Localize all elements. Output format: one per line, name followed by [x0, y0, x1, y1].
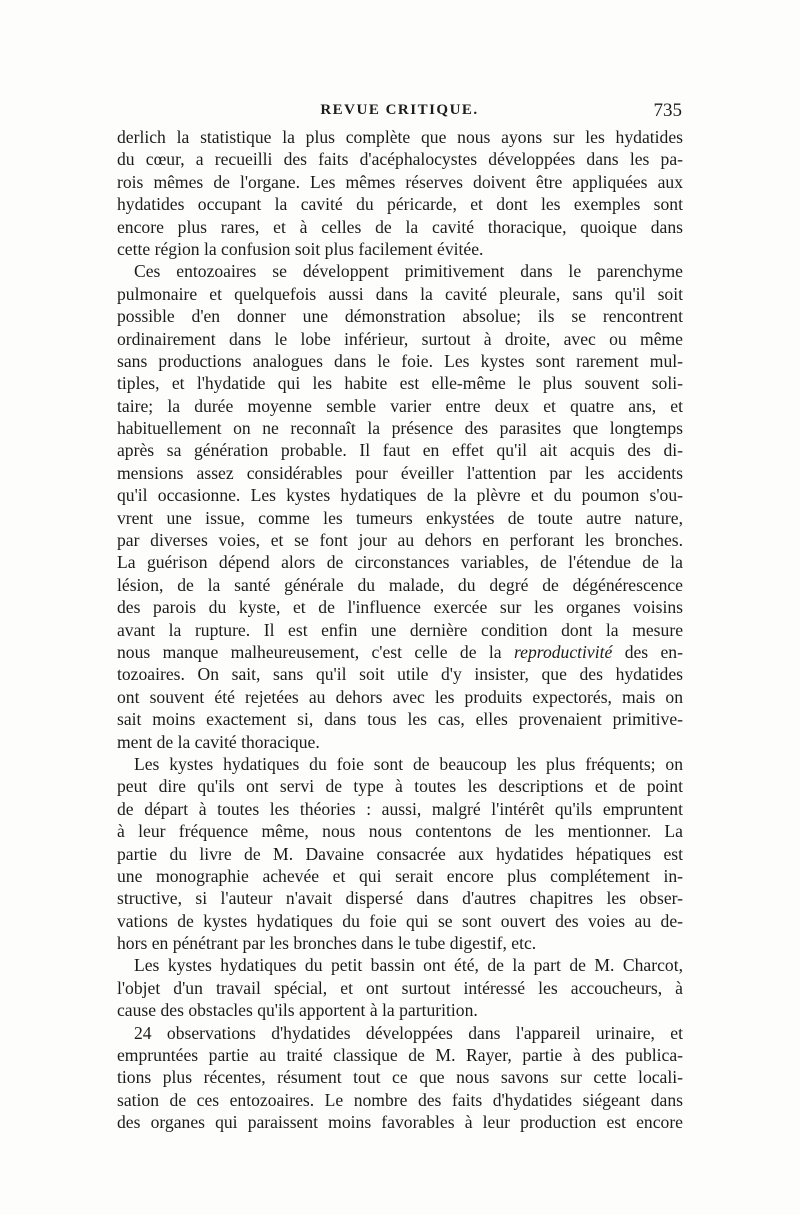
- text-line: [117, 238, 683, 260]
- text-line: [117, 798, 683, 820]
- text-line: [117, 551, 683, 573]
- text-line: [117, 350, 683, 372]
- text-line: [117, 395, 683, 417]
- text-line: [117, 932, 683, 954]
- line-text: taire; la durée moyenne semble varier entre deux et quatre ans, et: [117, 395, 683, 416]
- line-text: Ces entozoaires se développent primitivement dans le parenchyme: [134, 261, 683, 282]
- text-line: [117, 1111, 683, 1133]
- line-text: empruntées partie au traité classique de M. Rayer, partie à des publica-: [117, 1045, 683, 1066]
- line-text: cette région la confusion soit plus facilement évitée.: [117, 238, 484, 259]
- text-line: [117, 260, 683, 282]
- text-line: [117, 865, 683, 887]
- line-text: des parois du kyste, et de l'influence exercée sur les organes voisins: [117, 597, 683, 618]
- line-text: après sa génération probable. Il faut en effet qu'il ait acquis des di-: [117, 440, 683, 461]
- text-line: [117, 372, 683, 394]
- line-text: du cœur, a recueilli des faits d'acéphalocystes développées dans les pa-: [117, 149, 683, 170]
- text-line: [117, 171, 683, 193]
- line-text: de départ à toutes les théories : aussi, malgré l'intérêt qu'ils empruntent: [117, 798, 683, 819]
- text-line: [117, 596, 683, 618]
- line-text: possible d'en donner une démonstration absolue; ils se rencontrent: [117, 306, 683, 327]
- text-line: [117, 283, 683, 305]
- text-line: [117, 507, 683, 529]
- line-text: lésion, de la santé générale du malade, du degré de dégénérescence: [117, 574, 683, 595]
- line-text: ordinairement dans le lobe inférieur, surtout à droite, avec ou même: [117, 328, 683, 349]
- text-line: [117, 910, 683, 932]
- text-line: [117, 1022, 683, 1044]
- text-line: [117, 126, 683, 148]
- body-text: [117, 126, 683, 1134]
- line-text: structive, si l'auteur n'avait dispersé dans d'autres chapitres les obser-: [117, 888, 683, 909]
- italic-word: reproductivité: [513, 641, 613, 662]
- line-text: Les kystes hydatiques du petit bassin ont été, de la part de M. Charcot,: [134, 955, 683, 976]
- text-line: [117, 1066, 683, 1088]
- line-text: mensions assez considérables pour éveiller l'attention par les accidents: [117, 462, 683, 483]
- text-line: [117, 328, 683, 350]
- text-line: [117, 216, 683, 238]
- text-line: [117, 820, 683, 842]
- line-text: peut dire qu'ils ont servi de type à toutes les descriptions et de point: [117, 776, 683, 797]
- line-text: avant la rupture. Il est enfin une dernière condition dont la mesure: [117, 619, 683, 640]
- text-line: [117, 686, 683, 708]
- text-line: [117, 887, 683, 909]
- line-text: hydatides occupant la cavité du péricarde, et dont les exemples sont: [117, 194, 683, 215]
- page-number: 735: [653, 100, 682, 121]
- text-line: [117, 843, 683, 865]
- line-text: 24 observations d'hydatides développées dans l'appareil urinaire, et: [134, 1022, 683, 1043]
- text-line: [117, 529, 683, 551]
- line-text: vrent une issue, comme les tumeurs enkystées de toute autre nature,: [117, 507, 683, 528]
- line-text: vations de kystes hydatiques du foie qui se sont ouvert des voies au de-: [117, 910, 683, 931]
- text-line: [117, 148, 683, 170]
- text-line: [117, 977, 683, 999]
- text-line: [117, 954, 683, 976]
- text-line: [117, 417, 683, 439]
- line-text: une monographie achevée et qui serait encore plus complétement in-: [117, 865, 683, 886]
- line-text: à leur fréquence même, nous nous contentons de les mentionner. La: [117, 821, 683, 842]
- text-line: [117, 439, 683, 461]
- text-line: [117, 574, 683, 596]
- line-text: nous manque malheureusement, c'est celle de la: [117, 641, 502, 662]
- line-text: pulmonaire et quelquefois aussi dans la cavité pleurale, sans qu'il soit: [117, 283, 683, 304]
- text-line: [117, 708, 683, 730]
- text-line: [117, 641, 683, 663]
- line-text: La guérison dépend alors de circonstances variables, de l'étendue de la: [117, 552, 683, 573]
- line-text: tions plus récentes, résument tout ce que nous savons sur cette locali-: [117, 1067, 683, 1088]
- line-text: rois mêmes de l'organe. Les mêmes réserves doivent être appliquées aux: [117, 171, 683, 192]
- line-text: cause des obstacles qu'ils apportent à la parturition.: [117, 1000, 478, 1021]
- line-text: tiples, et l'hydatide qui les habite est elle-même le plus souvent soli-: [117, 373, 683, 394]
- line-text: par diverses voies, et se font jour au dehors en perforant les bronches.: [117, 530, 683, 551]
- text-line: [117, 1089, 683, 1111]
- text-line: [117, 1044, 683, 1066]
- text-line: [117, 484, 683, 506]
- text-line: [117, 305, 683, 327]
- line-text: Les kystes hydatiques du foie sont de beaucoup les plus fréquents; on: [134, 753, 683, 774]
- text-line: [117, 663, 683, 685]
- line-text: ment de la cavité thoracique.: [117, 731, 320, 752]
- line-text: tozoaires. On sait, sans qu'il soit utile d'y insister, que des hydatides: [117, 664, 683, 685]
- running-head: [117, 100, 682, 124]
- line-text: habituellement on ne reconnaît la présence des parasites que longtemps: [117, 418, 683, 439]
- line-text: qu'il occasionne. Les kystes hydatiques de la plèvre et du poumon s'ou-: [117, 485, 683, 506]
- text-line: [117, 193, 683, 215]
- line-text: sans productions analogues dans le foie. Les kystes sont rarement mul-: [117, 350, 683, 371]
- running-title: REVUE CRITIQUE.: [320, 102, 479, 118]
- text-line: [117, 999, 683, 1021]
- line-text: derlich la statistique la plus complète que nous ayons sur les hydatides: [117, 127, 683, 147]
- text-line: [117, 462, 683, 484]
- text-line: [117, 753, 683, 775]
- text-line: [117, 775, 683, 797]
- line-text: ont souvent été rejetées au dehors avec les produits expectorés, mais on: [117, 686, 683, 707]
- line-text-continued: des en-: [624, 641, 683, 662]
- line-text: des organes qui paraissent moins favorables à leur production est encore: [117, 1112, 683, 1133]
- text-line: [117, 619, 683, 641]
- line-text: encore plus rares, et à celles de la cavité thoracique, quoique dans: [117, 216, 683, 237]
- line-text: l'objet d'un travail spécial, et ont surtout intéressé les accoucheurs, à: [117, 977, 683, 998]
- line-text: sation de ces entozoaires. Le nombre des faits d'hydatides siégeant dans: [117, 1089, 683, 1110]
- line-text: partie du livre de M. Davaine consacrée aux hydatides hépatiques est: [117, 843, 683, 864]
- line-text: hors en pénétrant par les bronches dans le tube digestif, etc.: [117, 933, 537, 954]
- text-line: [117, 731, 683, 753]
- line-text: sait moins exactement si, dans tous les cas, elles provenaient primitive-: [117, 709, 683, 730]
